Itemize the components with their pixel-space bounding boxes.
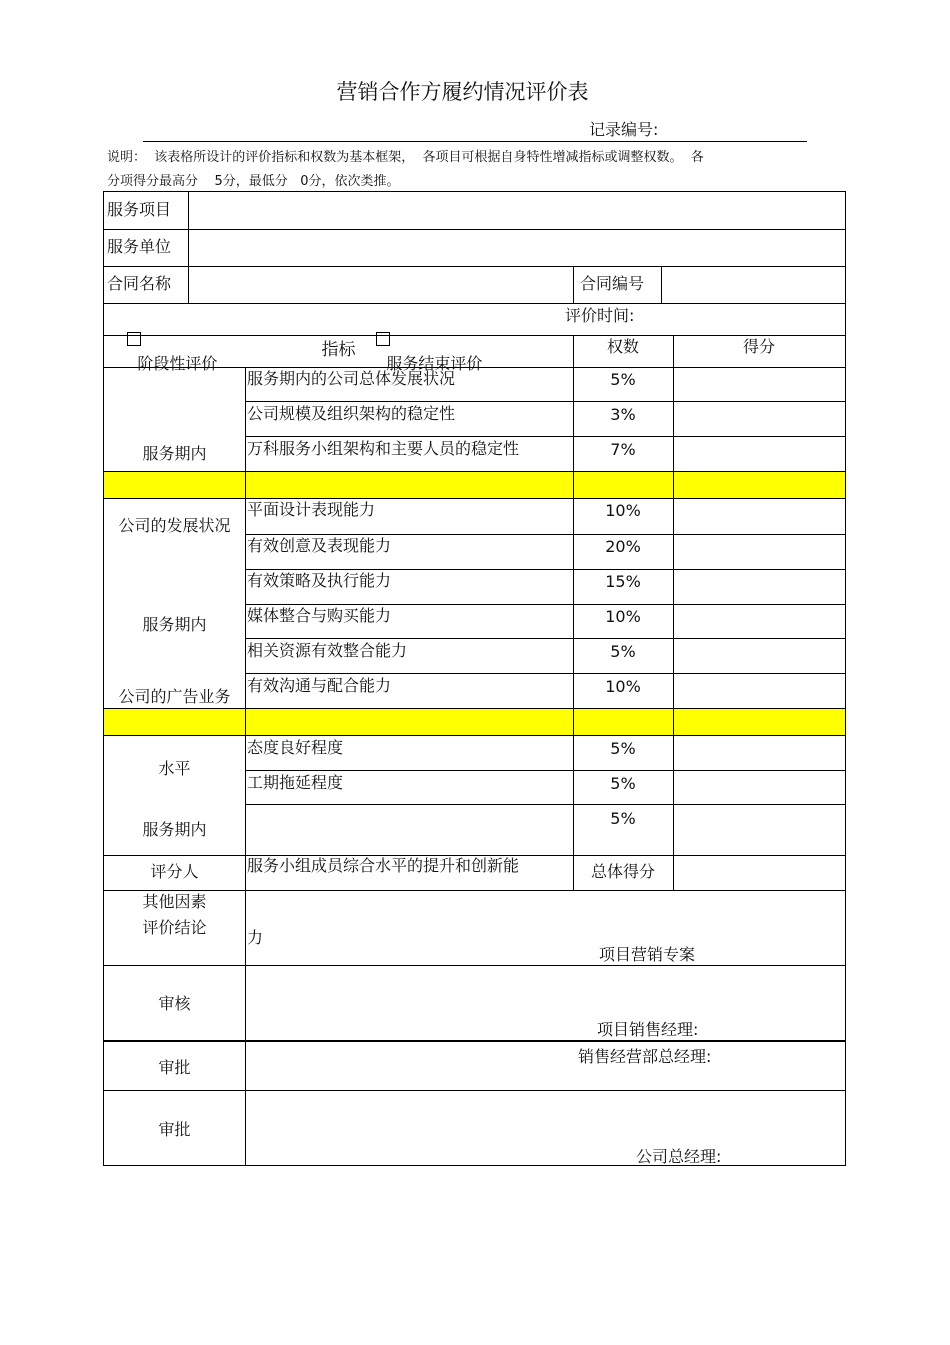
rater-label: 评分人 — [150, 862, 199, 881]
indicator-item: 媒体整合与购买能力 — [247, 606, 392, 625]
weight-value: 7% — [610, 440, 636, 459]
indicator-item: 有效沟通与配合能力 — [247, 676, 392, 695]
weight-value: 5% — [610, 774, 636, 793]
approval-signature-2: 公司总经理: — [636, 1147, 722, 1166]
category-company-development: 服务期内 公司的发展状况 — [118, 444, 231, 535]
column-divider — [573, 266, 574, 303]
weight-value: 3% — [610, 405, 636, 424]
end-evaluation-label: 服务结束评价 — [386, 354, 483, 373]
note-line-1: 说明： 该表格所设计的评价指标和权数为基本框架， 各项目可根据自身特性增减指标或调整权数。 各 — [107, 150, 704, 165]
category-other-factors: 服务期内 其他因素 — [142, 820, 207, 911]
review-label: 审核 — [158, 994, 191, 1013]
score-header: 得分 — [742, 337, 775, 356]
indicator-item: 相关资源有效整合能力 — [247, 641, 408, 660]
row-divider — [245, 804, 845, 805]
record-number-underline — [143, 141, 807, 142]
indicator-item: 有效创意及表现能力 — [247, 536, 392, 555]
column-divider — [673, 335, 674, 890]
weight-header: 权数 — [606, 337, 639, 356]
indicator-item: 平面设计表现能力 — [247, 500, 376, 519]
row-divider — [104, 1040, 845, 1042]
indicator-header: 指标 — [321, 340, 356, 360]
weight-value: 5% — [610, 642, 636, 661]
weight-value: 5% — [610, 739, 636, 758]
form-title: 营销合作方履约情况评价表 — [336, 80, 589, 104]
note-line-2: 分项得分最高分 5分，最低分 0分，依次类推。 — [107, 174, 400, 189]
conclusion-label: 评价结论 — [142, 918, 207, 937]
contract-name-label: 合同名称 — [107, 274, 172, 293]
indicator-item: 态度良好程度 — [247, 738, 344, 757]
approval-label-2: 审批 — [158, 1120, 191, 1139]
indicator-item: 服务期内的公司总体发展状况 — [247, 369, 456, 388]
approval-label-1: 审批 — [158, 1058, 191, 1077]
column-divider — [661, 266, 662, 303]
row-divider — [104, 229, 845, 230]
weight-value: 15% — [605, 572, 641, 591]
indicator-item: 工期拖延程度 — [247, 773, 344, 792]
indicator-item: 服务小组成员综合水平的提升和创新能 力 — [247, 856, 520, 947]
service-unit-label: 服务单位 — [107, 237, 172, 256]
indicator-item: 万科服务小组架构和主要人员的稳定性 — [247, 439, 520, 458]
indicator-item: 有效策略及执行能力 — [247, 571, 392, 590]
column-divider — [245, 367, 246, 1165]
weight-value: 10% — [605, 677, 641, 696]
record-number-label: 记录编号: — [589, 120, 659, 139]
evaluation-time-label: 评价时间: — [565, 306, 635, 325]
total-score-label: 总体得分 — [590, 862, 655, 881]
indicator-item: 公司规模及组织架构的稳定性 — [247, 404, 456, 423]
weight-value: 20% — [605, 537, 641, 556]
row-divider — [104, 266, 845, 267]
evaluation-table — [103, 191, 846, 1166]
weight-value: 5% — [610, 809, 636, 828]
service-project-label: 服务项目 — [107, 200, 172, 219]
category-advertising-level: 服务期内 公司的广告业务 水平 — [118, 615, 231, 778]
instructions-note — [107, 146, 704, 194]
review-signature: 项目销售经理: — [597, 1020, 699, 1039]
stage-evaluation-label: 阶段性评价 — [137, 354, 218, 373]
weight-value: 5% — [610, 370, 636, 389]
weight-value: 10% — [605, 501, 641, 520]
row-divider — [104, 1090, 845, 1091]
conclusion-signature: 项目营销专案 — [599, 945, 696, 964]
weight-value: 10% — [605, 607, 641, 626]
contract-number-label: 合同编号 — [580, 274, 645, 293]
approval-signature-1: 销售经营部总经理: — [578, 1047, 712, 1066]
column-divider — [188, 192, 189, 303]
